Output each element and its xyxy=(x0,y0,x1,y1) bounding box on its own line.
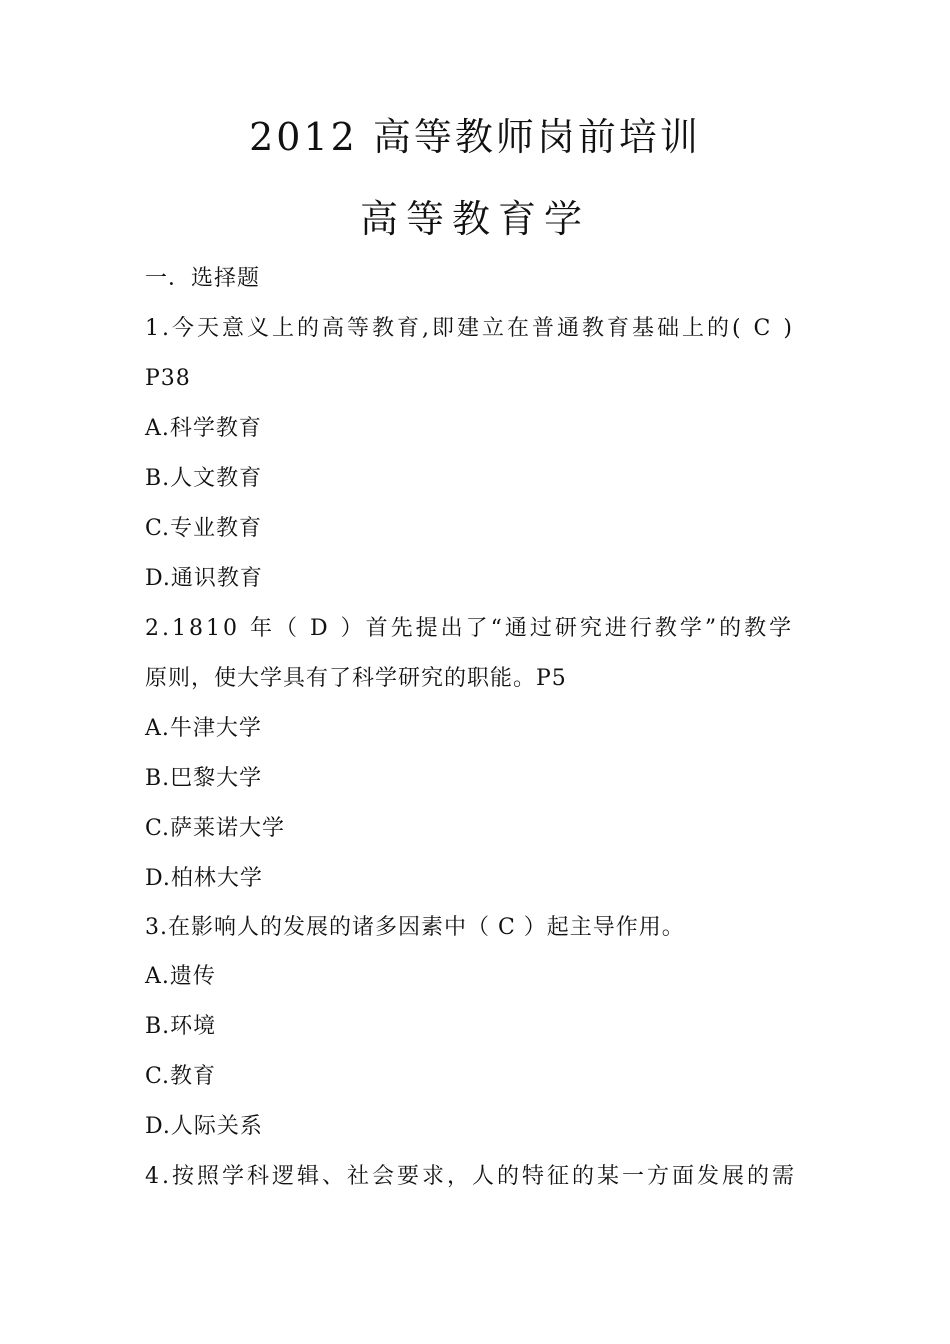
question-1-option-c: C.专业教育 xyxy=(145,516,263,541)
question-3-option-d: D.人际关系 xyxy=(145,1114,263,1139)
question-2-option-a: A.牛津大学 xyxy=(145,716,262,741)
question-1-option-b: B.人文教育 xyxy=(145,466,263,491)
question-3-option-c: C.教育 xyxy=(145,1064,217,1089)
section-heading: 一．选择题 xyxy=(145,266,261,291)
document-subtitle: 高等教育学 xyxy=(359,197,590,241)
document-title: 2012 高等教师岗前培训 xyxy=(249,115,701,159)
question-1-option-d: D.通识教育 xyxy=(145,566,263,591)
question-3-stem: 3.在影响人的发展的诸多因素中（ C ）起主导作用。 xyxy=(145,915,685,940)
question-4-stem: 4.按照学科逻辑、社会要求，人的特征的某一方面发展的需 xyxy=(145,1164,797,1189)
question-2-option-c: C.萨莱诺大学 xyxy=(145,816,286,841)
question-2-option-b: B.巴黎大学 xyxy=(145,766,263,791)
question-2-stem: 2.1810 年（ D ）首先提出了“通过研究进行教学”的教学 xyxy=(145,616,795,641)
question-3-option-a: A.遗传 xyxy=(145,964,216,989)
question-2-option-d: D.柏林大学 xyxy=(145,866,263,891)
question-3-option-b: B.环境 xyxy=(145,1014,217,1039)
question-1-option-a: A.科学教育 xyxy=(145,416,262,441)
question-2-stem-continued: 原则，使大学具有了科学研究的职能。P5 xyxy=(145,666,567,691)
question-1-page-ref: P38 xyxy=(145,366,191,391)
question-1-stem: 1.今天意义上的高等教育,即建立在普通教育基础上的( C ) xyxy=(145,316,795,341)
